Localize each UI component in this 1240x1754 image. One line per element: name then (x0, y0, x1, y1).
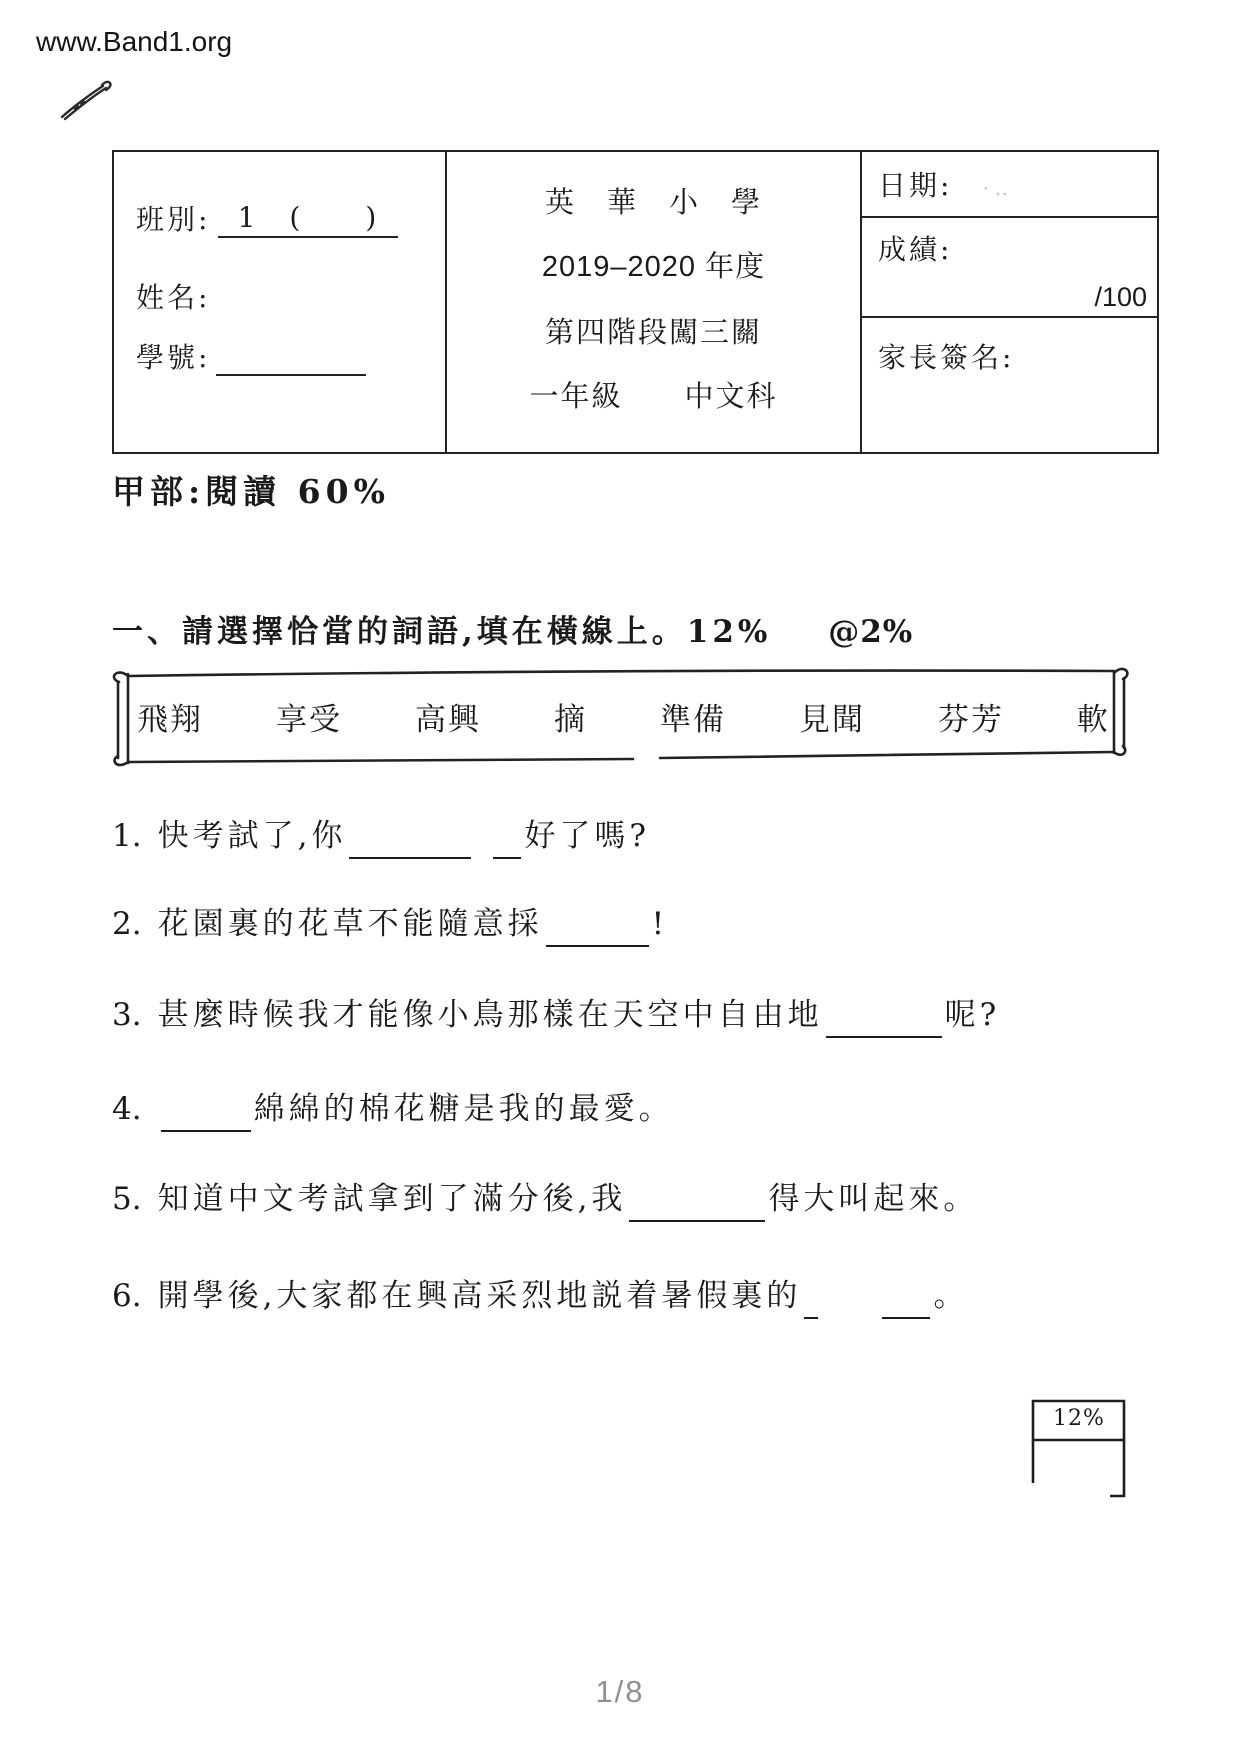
question-text: 呢? (944, 997, 1001, 1033)
question-3 (112, 992, 1000, 1038)
question-text: 快考試了,你 (157, 818, 347, 854)
school-year: 2019–2020 年度 (541, 251, 766, 283)
word-bank-item: 享受 (276, 701, 342, 738)
question-number: 5. (112, 1181, 142, 1217)
score-row (862, 218, 1157, 318)
question-text: 。 (933, 1278, 969, 1314)
answer-blank[interactable] (546, 909, 649, 947)
instruction-text: 一、請選擇恰當的詞語,填在橫線上。12% (112, 614, 772, 650)
section-heading: 甲部:閱讀 60% (112, 472, 390, 511)
pen-doodle-icon (58, 76, 120, 122)
question-text: 開學後,大家都在興高采烈地説着暑假裏的 (157, 1278, 802, 1314)
class-label: 班別: (136, 203, 211, 236)
question-1 (112, 810, 650, 859)
question-number: 6. (112, 1278, 142, 1314)
answer-blank[interactable] (493, 821, 521, 859)
score-label: 成績: (878, 233, 953, 266)
question-number: 1. (112, 818, 142, 854)
exam-header-table (112, 150, 1159, 454)
question-number: 2. (112, 906, 142, 942)
score-box-label: 12% (1053, 1406, 1105, 1431)
student-no-blank[interactable] (216, 344, 366, 376)
school-info-cell (447, 152, 862, 452)
name-row (136, 276, 210, 316)
word-bank-item: 摘 (554, 701, 587, 738)
score-total: /100 (1094, 282, 1147, 312)
date-row (862, 152, 1157, 218)
name-label: 姓名: (136, 281, 211, 314)
question-2 (112, 901, 668, 947)
word-bank-items (137, 663, 1110, 769)
answer-blank[interactable] (161, 1094, 251, 1132)
question-6 (112, 1270, 968, 1319)
word-bank-item: 飛翔 (137, 701, 203, 738)
word-bank-item: 見聞 (799, 701, 865, 738)
word-bank-item: 準備 (660, 701, 726, 738)
word-bank-item: 高興 (415, 701, 481, 738)
site-watermark: www.Band1.org (36, 26, 233, 57)
class-value: 1 ( ) (218, 196, 398, 238)
answer-blank[interactable] (629, 1184, 765, 1222)
question-text: 好了嗎? (524, 818, 651, 854)
question-text: ! (651, 906, 669, 942)
question-text: 得大叫起來。 (768, 1181, 979, 1217)
exercise-instruction (112, 606, 913, 651)
question-number: 3. (112, 997, 142, 1033)
exam-stage: 第四階段闖三關 (544, 315, 762, 349)
grade-subject: 一年級 中文科 (529, 379, 778, 413)
date-label: 日期: (878, 169, 953, 202)
class-row (136, 196, 398, 238)
answer-blank[interactable] (349, 821, 471, 859)
student-no-label: 學號: (136, 341, 211, 374)
school-name: 英 華 小 學 (544, 185, 762, 219)
answer-blank[interactable] (826, 1000, 942, 1038)
question-text: 綿綿的棉花糖是我的最愛。 (253, 1091, 674, 1127)
word-bank-scroll (103, 663, 1140, 769)
word-bank-item: 芬芳 (938, 701, 1004, 738)
question-text: 花園裏的花草不能隨意採 (157, 906, 543, 942)
question-text: 甚麼時候我才能像小鳥那樣在天空中自由地 (157, 997, 823, 1033)
question-4 (112, 1086, 674, 1132)
grading-cell (862, 152, 1157, 452)
pencil-mark-icon: ·‥ (982, 176, 1015, 200)
student-no-row (136, 336, 366, 376)
answer-blank[interactable] (804, 1281, 818, 1319)
answer-blank[interactable] (882, 1281, 930, 1319)
page-number: 1/8 (595, 1674, 645, 1709)
parent-signature-label: 家長簽名: (878, 341, 1015, 374)
word-bank-item: 軟 (1077, 701, 1110, 738)
question-5 (112, 1176, 978, 1222)
score-box (1031, 1399, 1127, 1501)
per-blank-note: @2% (828, 614, 914, 650)
parent-signature-row (862, 318, 1157, 447)
question-text: 知道中文考試拿到了滿分後,我 (157, 1181, 627, 1217)
student-info-cell (114, 152, 447, 452)
question-number: 4. (112, 1091, 142, 1127)
